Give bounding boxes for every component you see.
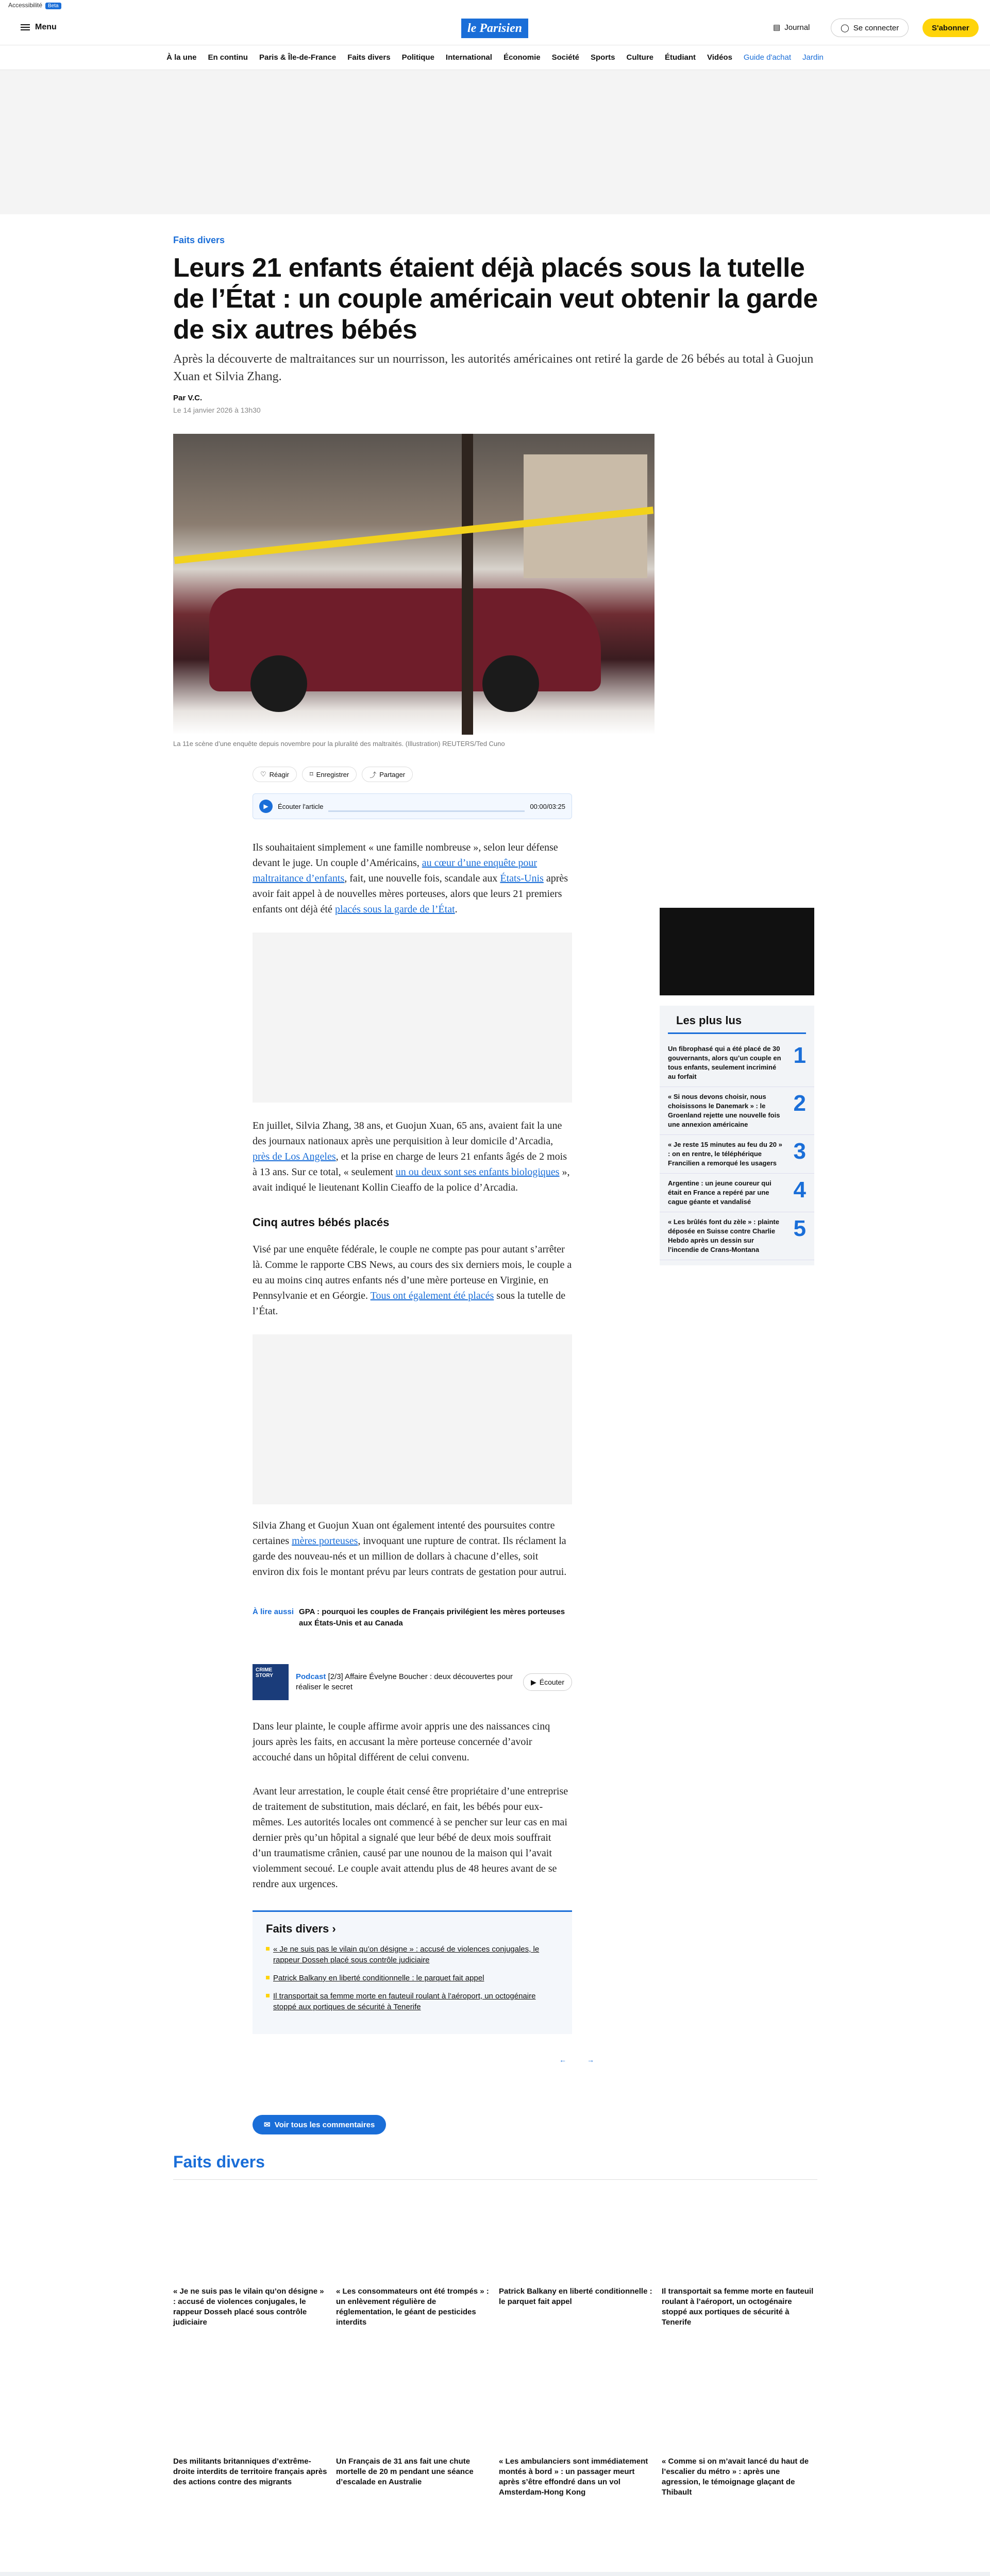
article-card[interactable] [173, 2360, 328, 2487]
carousel-arrows [559, 2056, 594, 2064]
share-icon: ⤴ [370, 771, 377, 779]
article-card[interactable] [336, 2360, 491, 2487]
save-label: Enregistrer [316, 770, 349, 778]
nav-item[interactable]: Paris & Île-de-France [259, 53, 337, 62]
podcast-card[interactable] [253, 1664, 572, 1700]
nav-item[interactable]: Économie [503, 53, 541, 62]
inline-link[interactable]: placés sous la garde de l’État [334, 904, 455, 915]
most-read-item[interactable] [660, 1174, 814, 1212]
card-title: Il transportait sa femme morte en fauteuil roulant à l’aéroport, un octogénaire stoppé aux portiques de sécurité à Tenerife [662, 2287, 814, 2327]
newspaper-icon: ▤ [773, 23, 781, 32]
card-title: Un Français de 31 ans fait une chute mortelle de 20 m pendant une séance d’escalade en Australie [336, 2457, 474, 2486]
react-label: Réagir [269, 770, 289, 778]
inline-link[interactable]: un ou deux sont ses enfants biologiques [395, 1166, 560, 1178]
menu-label: Menu [35, 23, 57, 31]
listen-label: Écouter [539, 1678, 564, 1686]
most-read-item[interactable] [660, 1087, 814, 1135]
related-box [253, 1910, 572, 2034]
text-segment: , invoquant une rupture de contrat. Ils réclament la garde des nouveau-nés et un million de dollars à chacune d’elles, soit environ dix fois le montant prévu par leurs contrats de gestation pour autrui. [253, 1535, 567, 1578]
card-title: « Les consommateurs ont été trompés » : un enlèvement régulière de réglementation, le géant de pesticides interdits [336, 2287, 489, 2327]
comments-label: Voir tous les commentaires [274, 2120, 375, 2129]
text-segment: sous la tutelle de l’État. [253, 1290, 566, 1317]
ad-inline [253, 1334, 572, 1504]
text-segment: , fait, une nouvelle fois, scandale aux [344, 873, 500, 884]
most-read-title: Les plus lus [668, 1014, 806, 1034]
ad-banner-top [0, 70, 990, 214]
photo-wheel [482, 655, 539, 712]
photo-tree [462, 434, 473, 735]
play-icon: ▶ [530, 1677, 536, 1686]
read-also-title: GPA : pourquoi les couples de Français privilégient les mères porteuses aux États-Unis et au Canada [299, 1607, 565, 1628]
journal-label: Journal [784, 23, 810, 32]
related-title[interactable] [266, 1922, 559, 1936]
ad-inline [253, 933, 572, 1103]
site-logo[interactable]: le Parisien [461, 19, 528, 38]
podcast-cover: CRIME STORY [253, 1664, 289, 1700]
nav-item[interactable]: Culture [626, 53, 653, 62]
nav-item[interactable]: Guide d'achat [743, 53, 792, 62]
nav-item[interactable]: Société [551, 53, 579, 62]
accessibility-link[interactable]: Accessibilité [8, 2, 43, 9]
card-title: « Les ambulanciers sont immédiatement montés à bord » : un passager meurt après s’être effondré dans un vol Amsterdam-Hong Kong [499, 2457, 648, 2497]
ad-sidebar [660, 908, 814, 995]
text-segment: Silvia Zhang et Guojun Xuan ont également intenté des poursuites contre certaines [253, 1520, 555, 1547]
share-button[interactable] [362, 767, 413, 782]
article-byline: Par V.C. [173, 394, 203, 402]
beta-badge: Beta [45, 3, 61, 9]
article-lead: Après la découverte de maltraitances sur un nourrisson, les autorités américaines ont retiré la garde de 26 bébés au total à Guojun Xuan et Silvia Zhang. [173, 352, 814, 383]
most-read-title-text: « Si nous devons choisir, nous choisissons le Danemark » : le Groenland rejette une nouvelle fois une annexion américaine [668, 1093, 780, 1128]
podcast-text [296, 1672, 516, 1692]
nav-item[interactable]: Sports [590, 53, 615, 62]
arrow-right-icon[interactable]: → [587, 2056, 594, 2064]
text-segment: , et la prise en charge de leurs 21 enfants âgés de 2 mois à 13 ans. Sur ce total, « seulement [253, 1151, 567, 1178]
most-read-title-text: Argentine : un jeune coureur qui était en France a repéré par une cague géante et vandalisé [668, 1179, 771, 1206]
photo-wheel [250, 655, 307, 712]
nav-item[interactable]: Étudiant [665, 53, 696, 62]
most-read-title-text: « Les brûlés font du zèle » : plainte déposée en Suisse contre Charlie Hebdo après un dessin sur l’incendie de Crans-Montana [668, 1218, 779, 1253]
inline-link[interactable]: Tous ont également été placés [370, 1290, 494, 1301]
article-card[interactable] [662, 2360, 816, 2498]
card-image [173, 2360, 328, 2452]
inline-link[interactable]: États-Unis [500, 873, 544, 884]
most-read-box [660, 1006, 814, 1265]
related-item[interactable]: « Je ne suis pas le vilain qu’on désigne » : accusé de violences conjugales, le rappeur Dosseh placé sous contrôle judiciaire [266, 1944, 559, 1965]
most-read-rank: 5 [793, 1216, 806, 1241]
inline-link[interactable]: près de Los Angeles [253, 1151, 336, 1162]
nav-item[interactable]: Vidéos [707, 53, 732, 62]
text-segment: après avoir fait appel à de nouvelles mères porteuses, alors que leurs 21 premiers enfants ont déjà été [253, 873, 568, 915]
card-image [173, 2190, 328, 2282]
audio-progress-track[interactable] [328, 810, 525, 812]
user-icon: ◯ [841, 24, 849, 32]
podcast-title: [2/3] Affaire Évelyne Boucher : deux découvertes pour réaliser le secret [296, 1672, 513, 1691]
article-card[interactable] [336, 2190, 491, 2328]
related-item[interactable]: Il transportait sa femme morte en fauteuil roulant à l’aéroport, un octogénaire stoppé aux portiques de sécurité à Tenerife [266, 1991, 559, 2012]
bookmark-icon: ⌑ [309, 770, 313, 778]
article-photo [173, 434, 655, 735]
most-read-item[interactable] [660, 1135, 814, 1174]
article-card[interactable] [499, 2190, 653, 2307]
card-image [662, 2190, 816, 2282]
related-title-label: Faits divers [266, 1922, 329, 1935]
journal-button[interactable] [773, 23, 810, 32]
article-paragraph [253, 1518, 572, 1580]
nav-item[interactable]: Politique [401, 53, 434, 62]
login-button[interactable] [831, 19, 909, 37]
text-segment: », avait indiqué le lieutenant Kollin Cieaffo de la police d’Arcadia. [253, 1166, 570, 1193]
react-button[interactable] [253, 767, 297, 782]
article-date: Le 14 janvier 2026 à 13h30 [173, 406, 261, 414]
audio-player [253, 793, 572, 819]
article-paragraph [253, 840, 572, 917]
most-read-rank: 3 [793, 1139, 806, 1164]
share-bar [253, 767, 413, 782]
nav-item[interactable]: À la une [166, 53, 197, 62]
photo-caption: La 11e scène d’une enquête depuis novembre pour la pluralité des maltraités. (Illustration) REUTERS/Ted Cuno [173, 740, 505, 748]
related-item[interactable]: Patrick Balkany en liberté conditionnelle : le parquet fait appel [266, 1973, 559, 1984]
card-title: Patrick Balkany en liberté conditionnelle : le parquet fait appel [499, 2287, 652, 2306]
inline-link[interactable]: mères porteuses [292, 1535, 358, 1547]
article-paragraph [253, 1242, 572, 1319]
read-also-label: À lire aussi [253, 1607, 294, 1616]
most-read-item[interactable] [660, 1039, 814, 1087]
save-button[interactable] [302, 767, 357, 782]
card-title: Des militants britanniques d’extrême-droite interdits de territoire français après des actions contre des migrants [173, 2457, 327, 2486]
text-segment: Ils souhaitaient simplement « une famille nombreuse », selon leur défense devant le juge. Un couple d’Américains, [253, 842, 558, 869]
play-icon[interactable]: ▶ [259, 800, 273, 813]
most-read-rank: 2 [793, 1091, 806, 1116]
heart-icon: ♡ [260, 770, 266, 778]
card-title: « Je ne suis pas le vilain qu’on désigne » : accusé de violences conjugales, le rappeur Dosseh placé sous contrôle judiciaire [173, 2287, 324, 2327]
accessibility-strip[interactable] [0, 0, 990, 10]
card-image [499, 2360, 653, 2452]
section-title[interactable]: Faits divers [173, 2153, 265, 2171]
audio-label: Écouter l'article [278, 802, 324, 810]
card-image [499, 2190, 653, 2282]
read-also-link[interactable] [253, 1606, 572, 1629]
arrow-left-icon[interactable]: ← [559, 2056, 566, 2064]
menu-button[interactable] [21, 23, 57, 32]
article-paragraph: Avant leur arrestation, le couple était censé être propriétaire d’une entreprise de traitement de substitution, mais déclaré, en fait, les bébés pour eux-mêmes. Les autorités locales ont commencé à se pencher sur leur cas en mai dernier près qu’un hôpital a signalé que leur bébé de deux mois souffrait d’un traumatisme crânien, causé par une nounou de la maison qui l’avait violemment secoué. Le couple avait attendu plus de 48 heures avant de se rendre aux urgences. [253, 1786, 568, 1890]
comment-icon: ✉ [264, 2121, 271, 2129]
nav-item[interactable]: International [445, 53, 492, 62]
text-segment: Visé par une enquête fédérale, le couple ne compte pas pour autant s’arrêter là. Comme le rapporte CBS News, au cours des six derniers mois, le couple a eu au moins cinq autres enfants nés d’une mère porteuse en Virginie, en Pennsylvanie et en Géorgie. [253, 1244, 572, 1301]
card-title: « Comme si on m’avait lancé du haut de l’escalier du métro » : après une agression, le témoignage glaçant de Thibault [662, 2457, 809, 2497]
article-paragraph [253, 1118, 572, 1195]
text-segment: En juillet, Silvia Zhang, 38 ans, et Guojun Xuan, 65 ans, avaient fait la une des journaux nationaux après une perquisition à leur domicile d’Arcadia, [253, 1120, 562, 1147]
article-card[interactable] [499, 2360, 653, 2498]
nav-item[interactable]: Faits divers [347, 53, 391, 62]
article-subheading: Cinq autres bébés placés [253, 1216, 390, 1229]
audio-duration: 00:00/03:25 [530, 802, 565, 810]
main-nav [0, 45, 990, 70]
most-read-item[interactable] [660, 1212, 814, 1260]
chevron-right-icon: › [332, 1922, 336, 1935]
article-kicker[interactable]: Faits divers [173, 235, 225, 245]
guides-band [0, 2572, 990, 2576]
subscribe-button[interactable]: S'abonner [922, 19, 979, 37]
hamburger-icon [21, 24, 30, 30]
most-read-title-text: Un fibrophasé qui a été placé de 30 gouvernants, alors qu’un couple en tous enfants, seulement incriminé au forfait [668, 1045, 781, 1080]
article-paragraph: Dans leur plainte, le couple affirme avoir appris une des naissances cinq jours après les faits, en accusant la mère porteuse concernée d’avoir accouché dans un hôpital différent de celui convenu. [253, 1721, 550, 1763]
site-header [0, 10, 990, 45]
share-label: Partager [379, 770, 406, 778]
article-card[interactable] [662, 2190, 816, 2328]
text-segment: . [455, 904, 458, 915]
most-read-rank: 1 [793, 1043, 806, 1068]
login-label: Se connecter [853, 23, 899, 32]
listen-button[interactable] [523, 1673, 572, 1691]
nav-item[interactable]: En continu [208, 53, 248, 62]
section-divider [173, 2179, 817, 2180]
most-read-rank: 4 [793, 1177, 806, 1202]
nav-item[interactable]: Jardin [802, 53, 824, 62]
inline-link[interactable]: au cœur d’une enquête pour maltraitance d’enfants [253, 857, 538, 884]
article-title: Leurs 21 enfants étaient déjà placés sous la tutelle de l’État : un couple américain veut obtenir la garde de six autres bébés [173, 253, 818, 345]
most-read-title-text: « Je reste 15 minutes au feu du 20 » : on en rentre, le téléphérique Francilien a remorqué les usagers [668, 1141, 782, 1167]
most-read-list [660, 1039, 814, 1260]
article-card[interactable] [173, 2190, 328, 2328]
podcast-label: Podcast [296, 1672, 326, 1681]
card-image [336, 2190, 491, 2282]
comments-button[interactable] [253, 2115, 386, 2134]
card-image [662, 2360, 816, 2452]
card-image [336, 2360, 491, 2452]
